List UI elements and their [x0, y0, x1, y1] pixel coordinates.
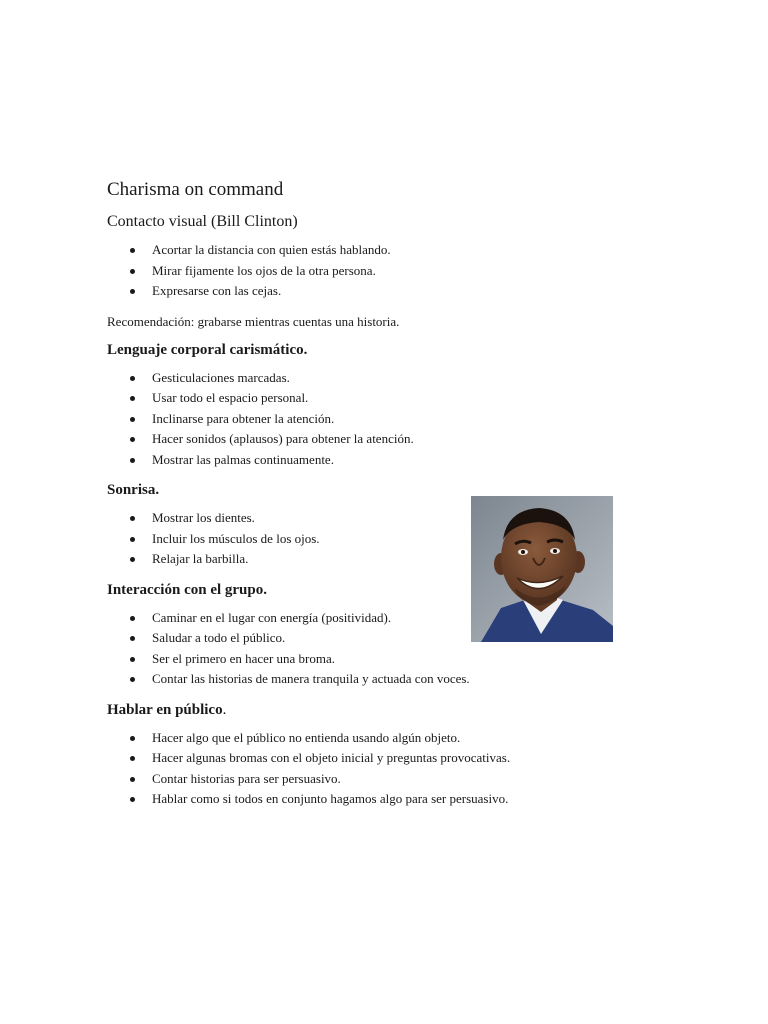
list-item: Usar todo el espacio personal.: [107, 388, 667, 409]
list-item: Relajar la barbilla.: [107, 549, 667, 570]
list-item: Hacer algunas bromas con el objeto inicial y preguntas provocativas.: [107, 748, 667, 769]
section-heading-text: Hablar en público: [107, 701, 223, 718]
document-title: Charisma on command: [107, 179, 284, 200]
list-item: Gesticulaciones marcadas.: [107, 368, 667, 389]
list-item: Inclinarse para obtener la atención.: [107, 409, 667, 430]
recommendation-paragraph: Recomendación: grabarse mientras cuentas una historia.: [107, 313, 400, 329]
section-heading-interaccion: Interacción con el grupo.: [107, 581, 267, 598]
list-item: Hacer algo que el público no entienda usando algún objeto.: [107, 728, 667, 749]
list-item: Contar historias para ser persuasivo.: [107, 769, 667, 790]
list-item: Mostrar las palmas continuamente.: [107, 450, 667, 471]
list-item: Caminar en el lugar con energía (positividad).: [107, 608, 667, 629]
list-item: Saludar a todo el público.: [107, 628, 667, 649]
list-item: Ser el primero en hacer una broma.: [107, 649, 667, 670]
list-contacto-visual: [107, 240, 667, 302]
list-hablar-publico: [107, 728, 667, 810]
section-heading-contacto-visual: Contacto visual (Bill Clinton): [107, 213, 298, 230]
list-lenguaje-corporal: [107, 368, 667, 471]
portrait-photo: [471, 496, 613, 642]
section-heading-sonrisa: Sonrisa.: [107, 482, 160, 498]
smiling-man-photo-icon: [471, 496, 613, 642]
list-item: Acortar la distancia con quien estás hablando.: [107, 240, 667, 261]
section-heading-lenguaje-corporal: Lenguaje corporal carismático.: [107, 341, 308, 358]
list-item: Hacer sonidos (aplausos) para obtener la atención.: [107, 429, 667, 450]
list-item: Incluir los músculos de los ojos.: [107, 529, 667, 550]
list-item: Mostrar los dientes.: [107, 508, 667, 529]
section-heading-hablar-publico: [107, 700, 667, 720]
section-heading-trail: .: [222, 701, 227, 718]
list-item: Hablar como si todos en conjunto hagamos algo para ser persuasivo.: [107, 789, 667, 810]
list-item: Mirar fijamente los ojos de la otra persona.: [107, 261, 667, 282]
list-item: Contar las historias de manera tranquila y actuada con voces.: [107, 669, 667, 690]
list-item: Expresarse con las cejas.: [107, 281, 667, 302]
